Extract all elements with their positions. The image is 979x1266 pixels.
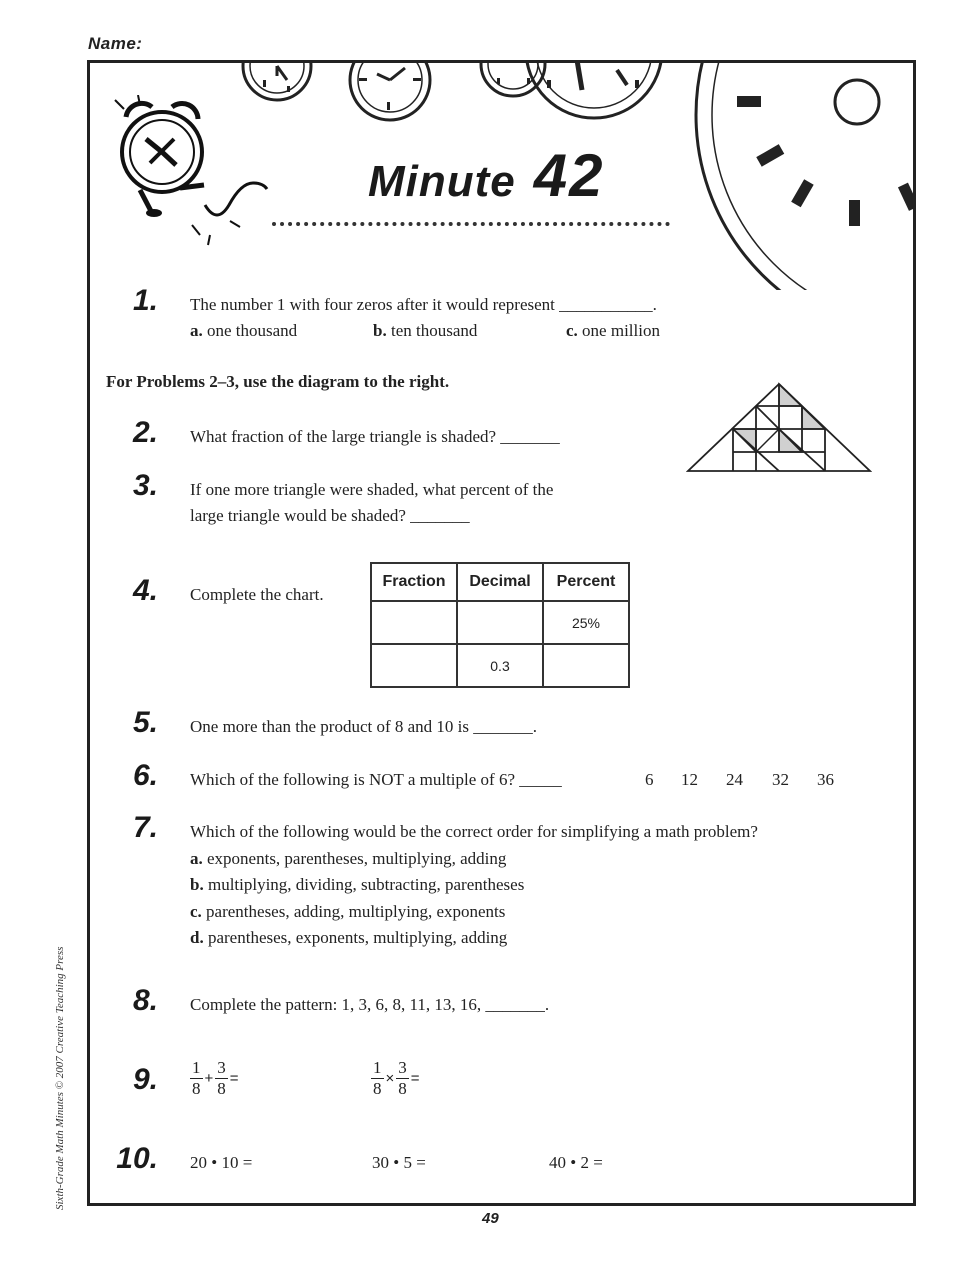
problem-number: 8. bbox=[132, 984, 158, 1017]
problem-number: 9. bbox=[132, 1063, 158, 1096]
problem-6-option: 6 bbox=[645, 770, 654, 789]
chart-header: Decimal bbox=[457, 563, 543, 601]
problem-number: 2. bbox=[132, 416, 158, 449]
problem-7-text: Which of the following would be the correct order for simplifying a math problem? bbox=[190, 822, 758, 841]
problem-number: 4. bbox=[132, 574, 158, 607]
problem-3-line-1: If one more triangle were shaded, what percent of the bbox=[190, 480, 554, 499]
problem-number: 3. bbox=[132, 469, 158, 502]
name-label: Name: bbox=[88, 34, 143, 53]
fraction: $\frac{1}{8}$ bbox=[373, 1058, 382, 1098]
chart-cell: 25% bbox=[543, 601, 629, 644]
problem-5-text: One more than the product of 8 and 10 is _______. bbox=[190, 717, 538, 736]
problem-7-choice-d: d. parentheses, exponents, multiplying, adding bbox=[190, 928, 508, 947]
problem-1-choice-c: c. one million bbox=[566, 321, 660, 340]
title-word: Minute bbox=[368, 157, 516, 206]
problem-6-option: 36 bbox=[817, 770, 834, 789]
side-credit: Sixth-Grade Math Minutes © 2007 Creative Teaching Press bbox=[54, 946, 66, 1210]
fraction: $\frac{1}{8}$ bbox=[192, 1058, 201, 1098]
problem-6-option: 32 bbox=[772, 770, 789, 789]
chart-cell[interactable] bbox=[457, 601, 543, 644]
problem-6-text: Which of the following is NOT a multiple of 6? _____ bbox=[190, 770, 562, 789]
problem-7-choice-a: a. exponents, parentheses, multiplying, adding bbox=[190, 849, 507, 868]
problem-9-expression-1: $\frac{1}{8}$ + $\frac{3}{8}$ = bbox=[192, 1058, 239, 1098]
problem-number: 5. bbox=[132, 706, 158, 739]
page-number: 49 bbox=[482, 1210, 499, 1227]
problem-7-choice-b: b. multiplying, dividing, subtracting, parentheses bbox=[190, 875, 525, 894]
fraction: $\frac{3}{8}$ bbox=[398, 1058, 407, 1098]
conversion-chart bbox=[370, 562, 630, 688]
chart-cell[interactable] bbox=[543, 644, 629, 687]
problem-number: 10. bbox=[116, 1142, 158, 1175]
chart-cell[interactable] bbox=[371, 601, 457, 644]
title-number: 42 bbox=[533, 142, 605, 209]
problem-10-item: 30 • 5 = bbox=[372, 1153, 426, 1172]
problem-3-line-2: large triangle would be shaded? _______ bbox=[190, 506, 470, 525]
problem-1-choice-b: b. ten thousand bbox=[373, 321, 478, 340]
problem-1-text: The number 1 with four zeros after it would represent ___________. bbox=[190, 295, 657, 314]
alarm-clock-icon bbox=[110, 95, 275, 250]
problem-6-option: 24 bbox=[726, 770, 743, 789]
problem-number: 6. bbox=[132, 759, 158, 792]
problem-4-text: Complete the chart. bbox=[190, 585, 324, 604]
fraction: $\frac{3}{8}$ bbox=[217, 1058, 226, 1098]
problem-2-text: What fraction of the large triangle is shaded? _______ bbox=[190, 427, 560, 446]
instructions: For Problems 2–3, use the diagram to the right. bbox=[106, 372, 450, 391]
chart-header: Percent bbox=[543, 563, 629, 601]
triangle-diagram bbox=[686, 382, 872, 474]
chart-cell[interactable] bbox=[371, 644, 457, 687]
problem-number: 7. bbox=[132, 811, 158, 844]
problem-9-expression-2: $\frac{1}{8}$ × $\frac{3}{8}$ = bbox=[373, 1058, 420, 1098]
problem-6-option: 12 bbox=[681, 770, 698, 789]
problem-10-item: 40 • 2 = bbox=[549, 1153, 603, 1172]
problem-number: 1. bbox=[132, 284, 158, 317]
title-underline bbox=[272, 222, 670, 226]
problem-1-choice-a: a. one thousand bbox=[190, 321, 298, 340]
chart-cell: 0.3 bbox=[457, 644, 543, 687]
problem-10-item: 20 • 10 = bbox=[190, 1153, 253, 1172]
problem-7-choice-c: c. parentheses, adding, multiplying, exponents bbox=[190, 902, 506, 921]
page-title bbox=[368, 142, 605, 209]
problem-8-text: Complete the pattern: 1, 3, 6, 8, 11, 13, 16, _______. bbox=[190, 995, 550, 1014]
chart-header: Fraction bbox=[371, 563, 457, 601]
